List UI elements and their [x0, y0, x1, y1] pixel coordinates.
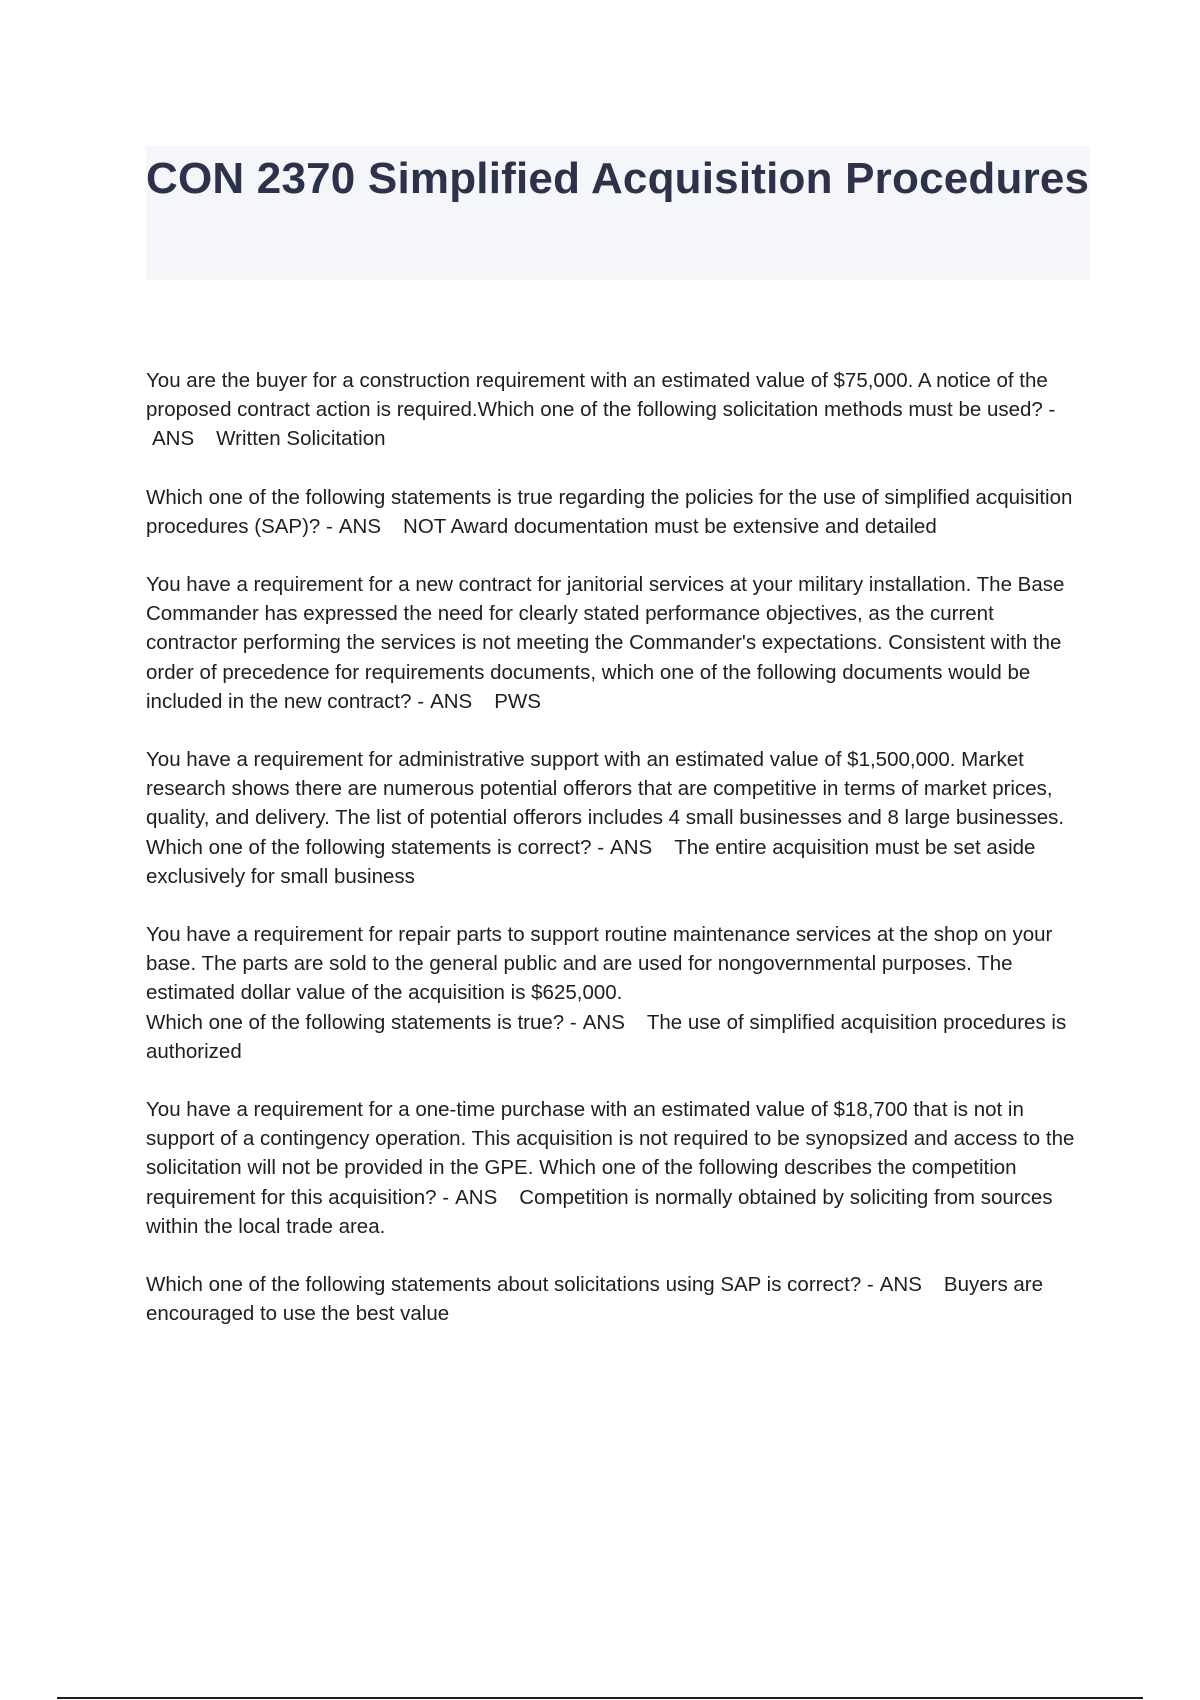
qa-item [146, 366, 1090, 454]
answer-label: ANS [430, 689, 473, 713]
answer-label: ANS [879, 1273, 922, 1297]
answer-text: The use of simplified acquisition procedures is authorized [146, 1010, 1067, 1063]
answer-text: NOT Award documentation must be extensive and detailed [403, 514, 937, 538]
answer-text: The entire acquisition must be set aside exclusively for small business [146, 835, 1036, 888]
answer-text: Buyers are encouraged to use the best value [146, 1273, 1044, 1326]
answer-label: ANS [610, 835, 653, 859]
qa-item [146, 483, 1090, 541]
qa-item [146, 1095, 1090, 1241]
question-text: You have a requirement for a new contract for janitorial services at your military installation. The Base Commander has expressed the need for clearly stated performance objectives, as the current contractor performing the services is not meeting the Commander's expectations. Consistent with the order of precedence for requirements documents, which one of the following documents would be included in the new contract? - [146, 573, 1065, 713]
question-text: Which one of the following statements about solicitations using SAP is correct? - [146, 1273, 874, 1297]
answer-label: ANS [338, 514, 382, 538]
qa-item [146, 570, 1090, 716]
question-text: You are the buyer for a construction requirement with an estimated value of $75,000. A notice of the proposed contract action is required.Which one of the following solicitation methods must be used? - [146, 369, 1056, 422]
qa-list [146, 366, 1090, 1357]
qa-item [146, 745, 1090, 891]
answer-text: PWS [494, 689, 541, 713]
title-banner [146, 146, 1090, 280]
qa-item [146, 920, 1090, 1066]
answer-label: ANS [582, 1010, 625, 1034]
qa-item [146, 1270, 1090, 1328]
question-text: You have a requirement for repair parts to support routine maintenance services at the shop on your base. The parts are sold to the general public and are used for nongovernmental purposes. The estimated dollar value of the acquisition is $625,000. Which one of the following statements is true? - [146, 923, 1053, 1034]
question-text: You have a requirement for administrative support with an estimated value of $1,500,000. Market research shows there are numerous potential offerors that are competitive in terms of market prices, quality, and delivery. The list of potential offerors includes 4 small businesses and 8 large businesses. Which one of the following statements is correct? - [146, 748, 1065, 859]
answer-text: Competition is normally obtained by soliciting from sources within the local trade area. [146, 1185, 1053, 1238]
answer-label: ANS [455, 1185, 498, 1209]
footer-divider [57, 1697, 1143, 1699]
page-title: CON 2370 Simplified Acquisition Procedures [146, 154, 1090, 203]
question-text: You have a requirement for a one-time purchase with an estimated value of $18,700 that is not in support of a contingency operation. This acquisition is not required to be synopsized and access to the solicitation will not be provided in the GPE. Which one of the following describes the competition requirement for this acquisition? - [146, 1098, 1075, 1209]
answer-label: ANS [152, 427, 195, 451]
answer-text: Written Solicitation [216, 427, 386, 451]
question-text: Which one of the following statements is true regarding the policies for the use of simplified acquisition procedures (SAP)? - [146, 485, 1073, 538]
